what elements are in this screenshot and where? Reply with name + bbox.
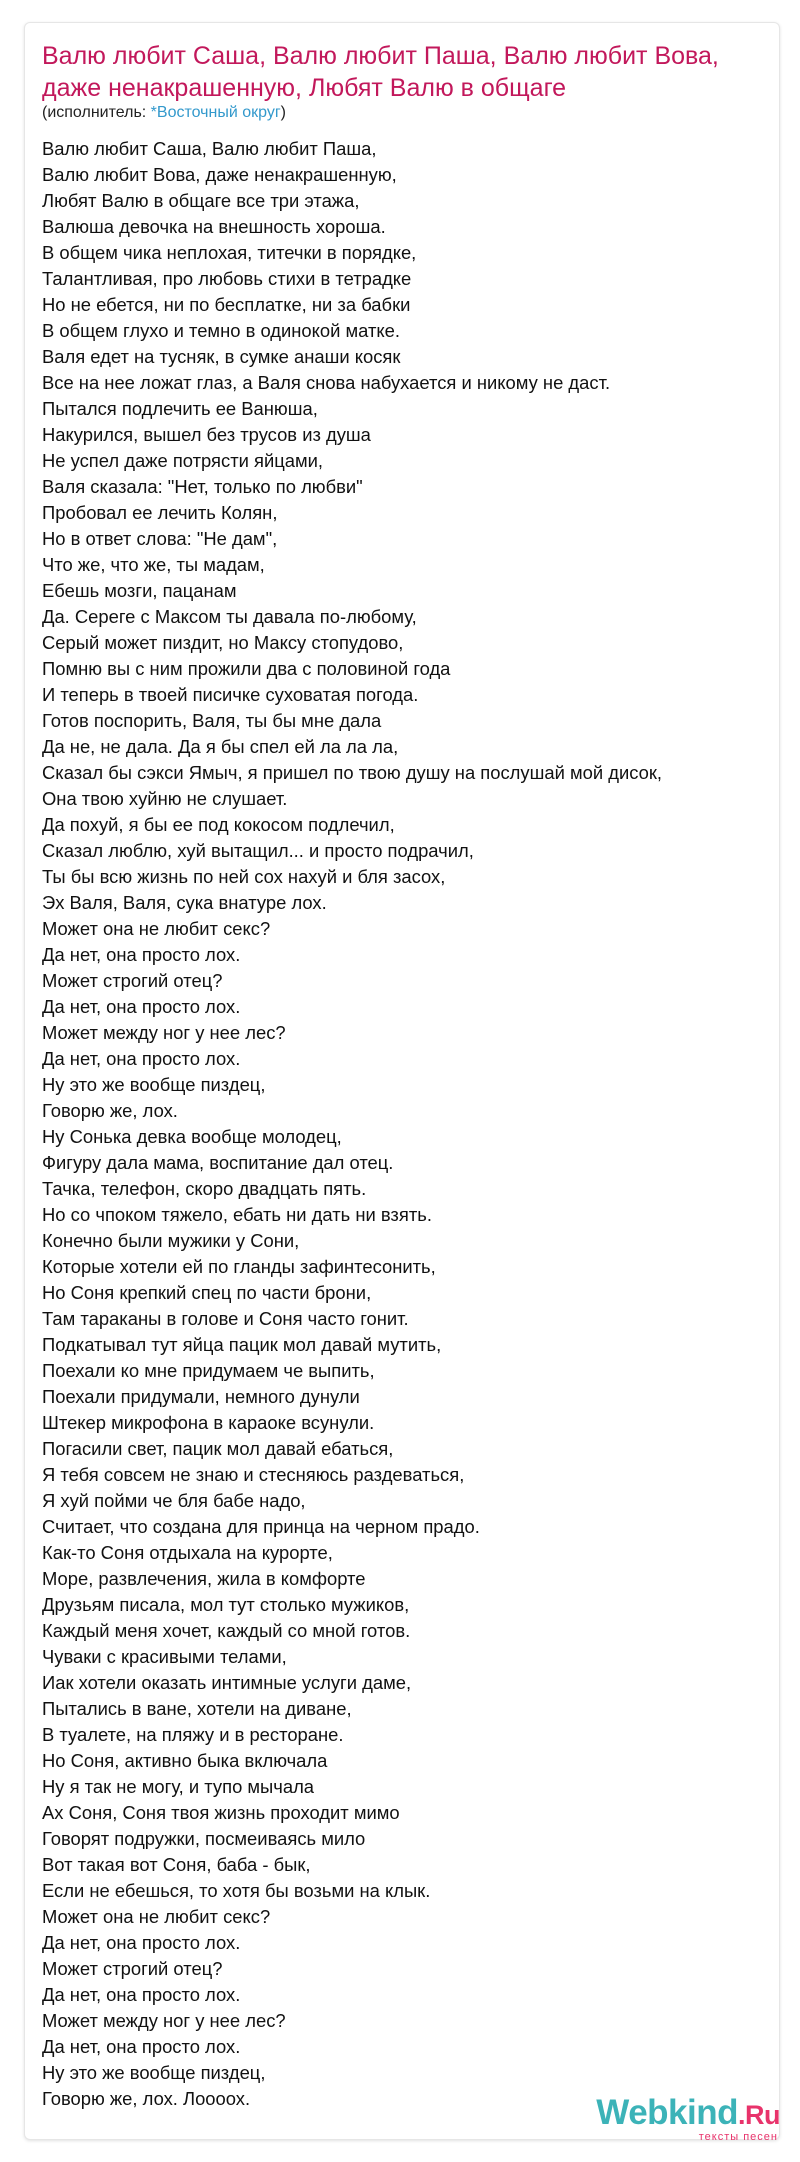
logo-tld-text: .Ru: [738, 2100, 780, 2130]
lyric-line: И теперь в твоей писичке суховатая погода.: [42, 684, 419, 705]
lyric-line: Ах Соня, Соня твоя жизнь проходит мимо: [42, 1802, 400, 1823]
lyric-line: Конечно были мужики у Сони,: [42, 1230, 300, 1251]
lyric-line: Море, развлечения, жила в комфорте: [42, 1568, 366, 1589]
lyric-line: Ну это же вообще пиздец,: [42, 2062, 266, 2083]
lyric-line: Ну Сонька девка вообще молодец,: [42, 1126, 342, 1147]
lyric-line: Но не ебется, ни по бесплатке, ни за бабки: [42, 294, 411, 315]
lyric-line: В общем чика неплохая, титечки в порядке,: [42, 242, 417, 263]
lyric-line: Штекер микрофона в караоке всунули.: [42, 1412, 375, 1433]
lyric-line: Талантливая, про любовь стихи в тетрадке: [42, 268, 412, 289]
lyric-line: Накурился, вышел без трусов из душа: [42, 424, 371, 445]
lyric-line: Говорят подружки, посмеиваясь мило: [42, 1828, 366, 1849]
lyric-line: Ну это же вообще пиздец,: [42, 1074, 266, 1095]
lyric-line: Но в ответ слова: "Не дам",: [42, 528, 278, 549]
lyric-line: Может строгий отец?: [42, 1958, 223, 1979]
lyric-line: Говорю же, лох. Лоооох.: [42, 2088, 251, 2109]
lyric-line: Тачка, телефон, скоро двадцать пять.: [42, 1178, 367, 1199]
lyric-line: Да нет, она просто лох.: [42, 1984, 241, 2005]
lyric-line: Ну я так не могу, и тупо мычала: [42, 1776, 315, 1797]
lyric-line: Она твою хуйню не слушает.: [42, 788, 288, 809]
lyric-line: Поехали придумали, немного дунули: [42, 1386, 360, 1407]
lyrics-list: [42, 136, 758, 2112]
lyric-line: Валя сказала: "Нет, только по любви": [42, 476, 363, 497]
lyric-line: Я тебя совсем не знаю и стесняюсь раздеваться,: [42, 1464, 465, 1485]
lyric-line: Сказал бы сэкси Ямыч, я пришел по твою душу на послушай мой дисок,: [42, 762, 663, 783]
lyric-line: Пробовал ее лечить Колян,: [42, 502, 278, 523]
lyric-line: Подкатывал тут яйца пацик мол давай мутить,: [42, 1334, 442, 1355]
lyric-line: Но Соня крепкий спец по части брони,: [42, 1282, 372, 1303]
lyric-line: Помню вы с ним прожили два с половиной года: [42, 658, 451, 679]
lyric-line: Готов поспорить, Валя, ты бы мне дала: [42, 710, 382, 731]
performer-link[interactable]: *Восточный округ: [150, 104, 281, 121]
lyric-line: Может она не любит секс?: [42, 918, 271, 939]
lyric-line: Да похуй, я бы ее под кокосом подлечил,: [42, 814, 395, 835]
lyric-line: Может строгий отец?: [42, 970, 223, 991]
lyric-line: Серый может пиздит, но Максу стопудово,: [42, 632, 404, 653]
performer-line: [42, 103, 286, 123]
lyric-line: Валя едет на тусняк, в сумке анаши косяк: [42, 346, 401, 367]
lyric-line: Но Соня, активно быка включала: [42, 1750, 328, 1771]
lyric-line: Может между ног у нее лес?: [42, 2010, 286, 2031]
lyric-line: Каждый меня хочет, каждый со мной готов.: [42, 1620, 411, 1641]
lyric-line: Пытались в ване, хотели на диване,: [42, 1698, 352, 1719]
lyric-line: Да нет, она просто лох.: [42, 996, 241, 1017]
lyric-line: Вот такая вот Соня, баба - бык,: [42, 1854, 311, 1875]
lyric-line: Поехали ко мне придумаем че выпить,: [42, 1360, 375, 1381]
logo-main-text: Webkind: [596, 2093, 738, 2132]
lyric-line: Может она не любит секс?: [42, 1906, 271, 1927]
lyric-line: Ты бы всю жизнь по ней сох нахуй и бля засох,: [42, 866, 446, 887]
lyric-line: Да нет, она просто лох.: [42, 1932, 241, 1953]
lyric-line: Все на нее ложат глаз, а Валя снова набухается и никому не даст.: [42, 372, 611, 393]
lyric-line: Говорю же, лох.: [42, 1100, 178, 1121]
lyric-line: Валю любит Вова, даже ненакрашенную,: [42, 164, 397, 185]
performer-suffix: ): [280, 104, 286, 121]
lyric-line: Там тараканы в голове и Соня часто гонит.: [42, 1308, 409, 1329]
lyric-line: Чуваки с красивыми телами,: [42, 1646, 287, 1667]
lyric-line: Да нет, она просто лох.: [42, 1048, 241, 1069]
lyric-line: Если не ебешься, то хотя бы возьми на клык.: [42, 1880, 431, 1901]
lyric-line: В общем глухо и темно в одинокой матке.: [42, 320, 400, 341]
lyric-line: Любят Валю в общаге все три этажа,: [42, 190, 360, 211]
lyric-line: Считает, что создана для принца на черном прадо.: [42, 1516, 480, 1537]
lyric-line: В туалете, на пляжу и в ресторане.: [42, 1724, 344, 1745]
lyric-line: Валю любит Саша, Валю любит Паша,: [42, 138, 377, 159]
lyric-line: Как-то Соня отдыхала на курорте,: [42, 1542, 333, 1563]
lyric-line: Не успел даже потрясти яйцами,: [42, 450, 324, 471]
performer-prefix: (исполнитель:: [42, 104, 151, 121]
lyric-line: Пытался подлечить ее Ванюша,: [42, 398, 318, 419]
lyric-line: Да нет, она просто лох.: [42, 944, 241, 965]
lyric-line: Но со чпоком тяжело, ебать ни дать ни взять.: [42, 1204, 432, 1225]
lyric-line: Валюша девочка на внешность хороша.: [42, 216, 386, 237]
lyric-line: Иак хотели оказать интимные услуги даме,: [42, 1672, 412, 1693]
lyric-line: Да. Сереге с Максом ты давала по-любому,: [42, 606, 417, 627]
lyric-line: Может между ног у нее лес?: [42, 1022, 286, 1043]
song-title: Валю любит Саша, Валю любит Паша, Валю любит Вова, даже ненакрашенную, Любят Валю в общаге: [42, 42, 719, 102]
lyric-line: Да нет, она просто лох.: [42, 2036, 241, 2057]
lyric-line: Сказал люблю, хуй вытащил... и просто подрачил,: [42, 840, 474, 861]
lyric-line: Да не, не дала. Да я бы спел ей ла ла ла,: [42, 736, 399, 757]
site-logo[interactable]: [580, 2093, 780, 2143]
lyric-line: Ебешь мозги, пацанам: [42, 580, 237, 601]
lyric-line: Которые хотели ей по гланды зафинтесонить,: [42, 1256, 436, 1277]
lyric-line: Фигуру дала мама, воспитание дал отец.: [42, 1152, 394, 1173]
lyric-line: Друзьям писала, мол тут столько мужиков,: [42, 1594, 410, 1615]
lyric-line: Что же, что же, ты мадам,: [42, 554, 265, 575]
logo-tagline: тексты песен: [698, 2131, 778, 2143]
lyric-line: Я хуй пойми че бля бабе надо,: [42, 1490, 306, 1511]
lyric-line: Погасили свет, пацик мол давай ебаться,: [42, 1438, 394, 1459]
lyric-line: Эх Валя, Валя, сука внатуре лох.: [42, 892, 327, 913]
